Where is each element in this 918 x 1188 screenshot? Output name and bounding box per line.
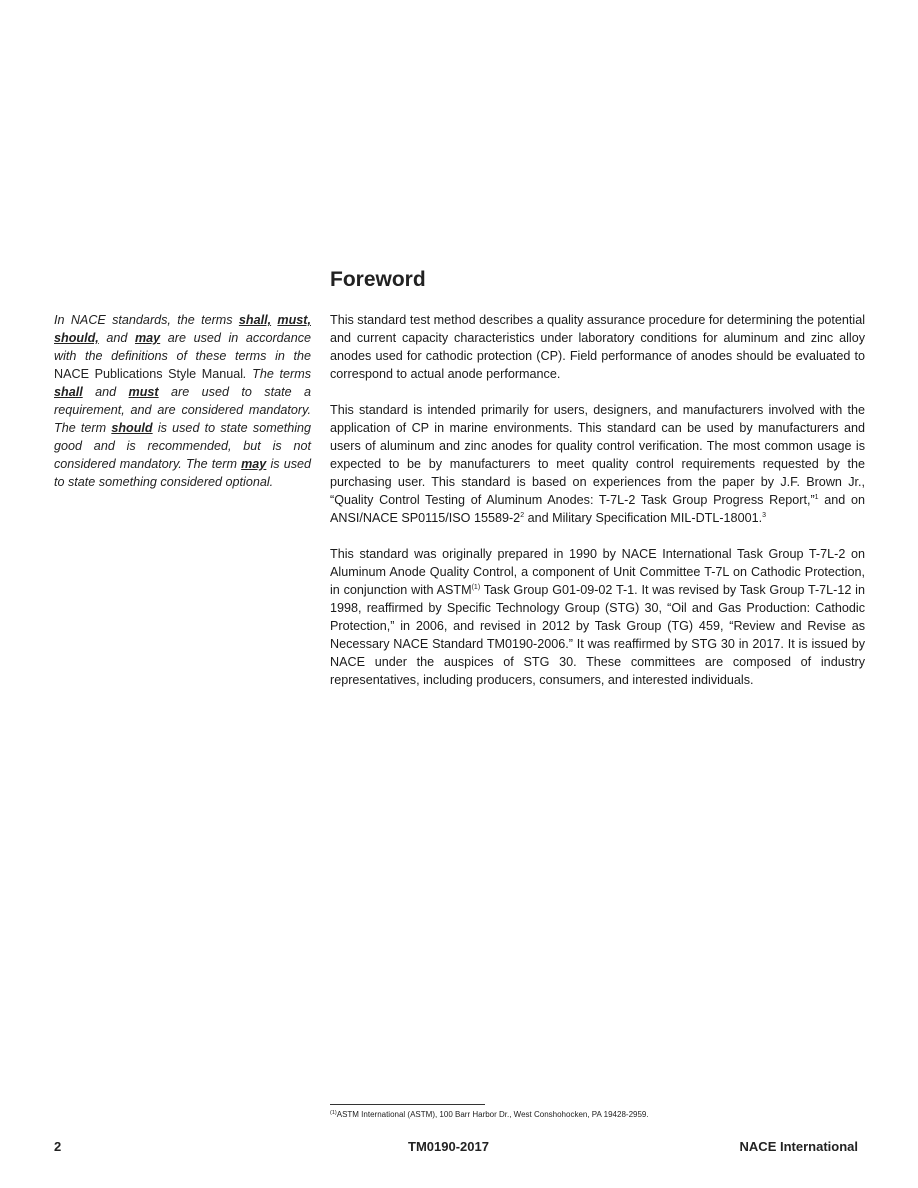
paragraph-text: This standard was originally prepared in 1990 by NACE International Task Group T-7L-2 on Aluminum Anode Quality Control, a component of Unit Committee T-7L on Cathodic Protection, in conjunction with ASTM	[330, 547, 865, 597]
sidebar-text: is used to state something considered optional.	[54, 457, 312, 489]
sidebar-text: are used to state a requirement, and are considered mandatory. The term	[54, 385, 311, 435]
term-must: must	[128, 385, 159, 399]
reference-marker: 3	[762, 512, 766, 519]
sidebar-text: is used to state something good and is recommended, but is not considered mandatory. The term	[54, 421, 312, 471]
sidebar-text: In NACE standards, the terms	[54, 313, 239, 327]
style-manual-title: NACE Publications Style Manual	[54, 367, 244, 381]
footnote-marker: (1)	[471, 584, 481, 591]
term-shall: shall	[54, 385, 83, 399]
reference-marker: 2	[520, 512, 525, 519]
term-should: should	[111, 421, 153, 435]
paragraph-text: Task Group G01-09-02 T-1. It was revised by Task Group T-7L-12 in 1998, reaffirmed by Specific Technology Group (STG) 30, “Oil and Gas Production: Cathodic Protection,” in 2006, and revised in 2012 by Task Group (TG) 459, “Review and Revise as Necessary NACE Standard TM0190-2006.” It was reaffirmed by STG 30 in 2017. It is issued by NACE under the auspices of STG 30. These committees are composed of industry representatives, including producers, consumers, and interested individuals.	[330, 583, 865, 687]
sidebar-text: and	[98, 331, 135, 345]
reference-marker: 1	[814, 494, 819, 501]
sidebar-text: are used in accordance with the definitions of these terms in the	[54, 331, 311, 363]
foreword-paragraph-3	[330, 545, 865, 689]
sidebar-text: . The terms	[243, 367, 311, 381]
sidebar-text: and	[82, 385, 129, 399]
term-shall: shall,	[238, 313, 272, 327]
term-must: must,	[277, 313, 311, 327]
term-may: may	[241, 457, 267, 471]
footnote-divider	[330, 1104, 485, 1105]
foreword-paragraph-1: This standard test method describes a quality assurance procedure for determining the potential and current capacity characteristics under laboratory conditions for aluminum and zinc alloy anodes used for cathodic protection (CP). Field performance of anodes should be evaluated to correspond to actual anode performance.	[330, 313, 865, 381]
term-should: should,	[54, 331, 99, 345]
foreword-paragraph-2	[330, 401, 865, 527]
footnote-text: ASTM International (ASTM), 100 Barr Harbor Dr., West Conshohocken, PA 19428-2959.	[336, 1110, 649, 1119]
page-number: 2	[54, 1139, 62, 1154]
paragraph-text: and Military Specification MIL-DTL-18001.	[524, 511, 763, 525]
foreword-body	[330, 311, 865, 707]
footnote-marker: (1)	[330, 1110, 337, 1116]
paragraph-text: and on ANSI/NACE SP0115/ISO 15589-2	[330, 493, 865, 525]
terms-sidebar-note	[54, 311, 311, 491]
term-may: may	[134, 331, 161, 345]
foreword-heading: Foreword	[330, 268, 426, 291]
paragraph-text: This standard is intended primarily for users, designers, and manufacturers involved with the application of CP in marine environments. This standard can be used by manufacturers and users of aluminum and zinc anodes for quality control verification. The most common usage is expected to be by manufacturers to meet quality control requirements requested by the purchasing user. This standard is based on experiences from the paper by J.F. Brown Jr., “Quality Control Testing of Aluminum Anodes: T-7L-2 Task Group Progress Report,”	[330, 403, 865, 507]
document-number: TM0190-2017	[408, 1139, 489, 1154]
footnote	[330, 1110, 865, 1119]
organization-name: NACE International	[739, 1139, 858, 1154]
